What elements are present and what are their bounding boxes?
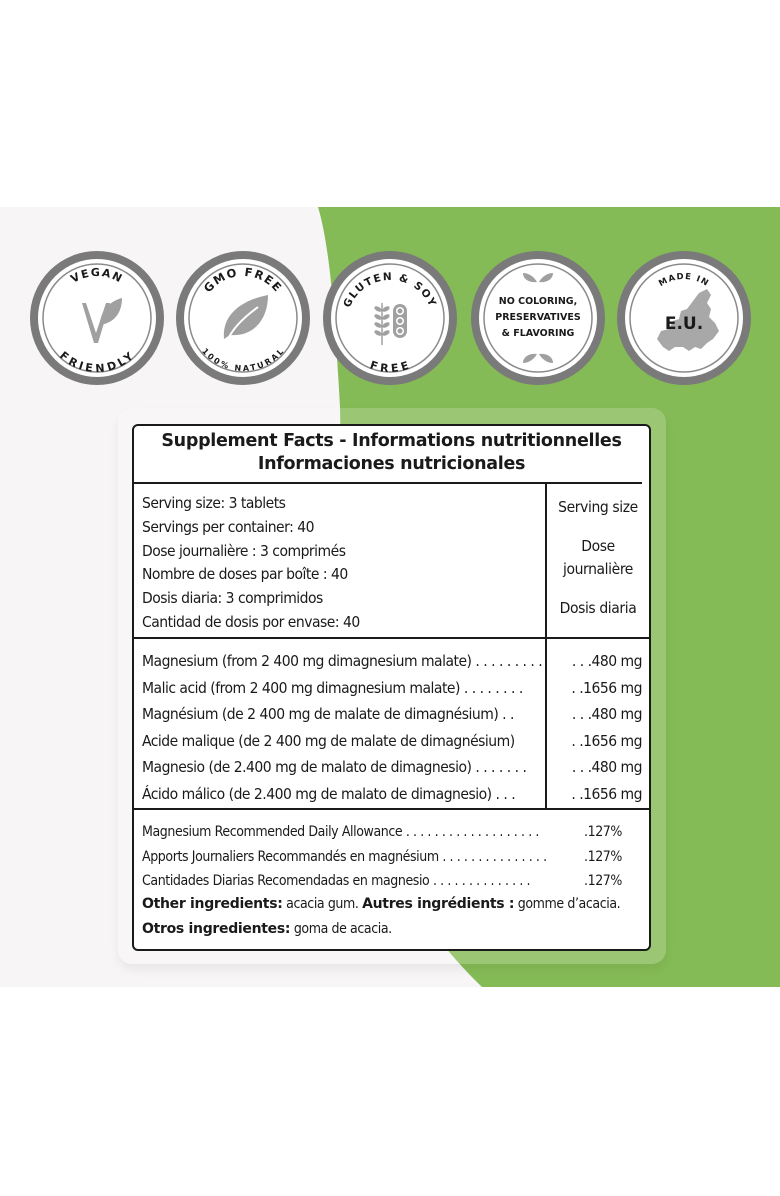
svg-text:MADE IN: MADE IN: [657, 271, 711, 290]
facts-title: [134, 430, 649, 476]
header-dose: Dose: [581, 537, 615, 555]
svg-text:E.U.: E.U.: [664, 314, 704, 334]
ingredient-name: Malic acid (from 2 400 mg dimagnesium malate) . . . . . . . .: [142, 678, 523, 697]
serving-size: Serving size: 3 tablets: [142, 494, 286, 512]
ingredient-amount: . . .480 mg: [571, 652, 642, 670]
servings-per-container: Servings per container: 40: [142, 517, 314, 536]
rda-value: .127%: [583, 824, 622, 840]
ingredient-amount: . . .480 mg: [571, 758, 642, 776]
dosis-diaria: Dosis diaria: 3 comprimidos: [142, 589, 323, 608]
supplement-facts-panel: [132, 424, 651, 951]
badge-made-in-eu: [617, 251, 751, 385]
ingredient-row: [142, 648, 642, 675]
other-ingredients-value-en: acacia gum.: [282, 896, 363, 912]
facts-title-line-2: Informaciones nutricionales: [257, 454, 526, 474]
rda-list: [142, 820, 622, 894]
cantidad-de-dosis: Cantidad de dosis por envase: 40: [142, 612, 360, 631]
svg-text:GMO FREE: GMO FREE: [200, 264, 286, 296]
header-dosis-diaria: Dosis diaria: [559, 599, 637, 617]
ingredient-name: Magnesio (de 2.400 mg de malato de dimagnesio) . . . . . . .: [142, 758, 527, 776]
ingredient-name: Acide malique (de 2 400 mg de malate de dimagnésium): [142, 731, 515, 750]
ingredient-name: Ácido málico (de 2.400 mg de malato de dimagnesio) . . .: [142, 784, 516, 803]
svg-text:& FLAVORING: & FLAVORING: [501, 328, 575, 339]
svg-text:FREE: FREE: [368, 358, 412, 376]
ingredient-name: Magnésium (de 2 400 mg de malate de dimagnésium) . .: [142, 705, 514, 723]
svg-text:PRESERVATIVES: PRESERVATIVES: [495, 312, 581, 323]
ingredient-amount: . .1656 mg: [571, 784, 642, 803]
ingredient-row: [142, 728, 642, 755]
other-ingredients-value-es: goma de acacia.: [290, 920, 392, 937]
badge-vegan-friendly: [30, 251, 164, 385]
ingredient-amount: . . .480 mg: [571, 705, 642, 723]
badge-no-coloring: [471, 251, 605, 385]
other-ingredients-label-es: Otros ingredientes:: [142, 920, 291, 937]
rda-row: [142, 820, 622, 845]
ingredient-row: [142, 754, 642, 781]
rda-name: Cantidades Diarias Recomendadas en magnesio . . . . . . . . . . . . . .: [142, 873, 531, 889]
rda-row: [142, 869, 622, 894]
nombre-de-doses: Nombre de doses par boîte : 40: [142, 565, 348, 584]
other-ingredients-label-fr: Autres ingrédients :: [362, 896, 515, 912]
svg-text:100% NATURAL: 100% NATURAL: [200, 346, 286, 374]
serving-info: [142, 492, 360, 635]
ingredient-amount: . .1656 mg: [571, 731, 642, 750]
ingredient-name: Magnesium (from 2 400 mg dimagnesium malate) . . . . . . . . .: [142, 652, 543, 670]
dose-journaliere: Dose journalière : 3 comprimés: [142, 541, 346, 560]
ingredient-amount: . .1656 mg: [571, 678, 642, 697]
rda-name: Magnesium Recommended Daily Allowance . . . . . . . . . . . . . . . . . . .: [142, 824, 539, 840]
ingredients-divider: [134, 808, 651, 810]
other-ingredients-value-fr: gomme d’acacia.: [514, 896, 621, 912]
ingredient-row: [142, 781, 642, 808]
other-ingredients-label-en: Other ingredients:: [142, 896, 283, 912]
rda-value: .127%: [583, 873, 622, 889]
rda-value: .127%: [583, 848, 622, 865]
ingredient-row: [142, 675, 642, 702]
svg-text:FRIENDLY: FRIENDLY: [57, 348, 137, 376]
serving-divider: [134, 637, 651, 639]
svg-text:NO COLORING,: NO COLORING,: [498, 296, 578, 307]
facts-title-line-1: Supplement Facts - Informations nutritionnelles: [161, 431, 622, 451]
header-serving-size: Serving size: [558, 498, 638, 516]
rda-row: [142, 845, 622, 870]
ingredient-row: [142, 701, 642, 728]
other-ingredients: [142, 892, 620, 941]
svg-text:GLUTEN & SOY: GLUTEN & SOY: [341, 270, 439, 310]
badge-gmo-free: [176, 251, 310, 385]
badge-gluten-soy-free: [323, 251, 457, 385]
rda-name: Apports Journaliers Recommandés en magnésium . . . . . . . . . . . . . . .: [142, 848, 547, 865]
title-divider: [134, 482, 642, 484]
header-journaliere: journalière: [563, 560, 633, 578]
ingredient-list: [142, 648, 642, 807]
svg-text:VEGAN: VEGAN: [68, 265, 126, 286]
